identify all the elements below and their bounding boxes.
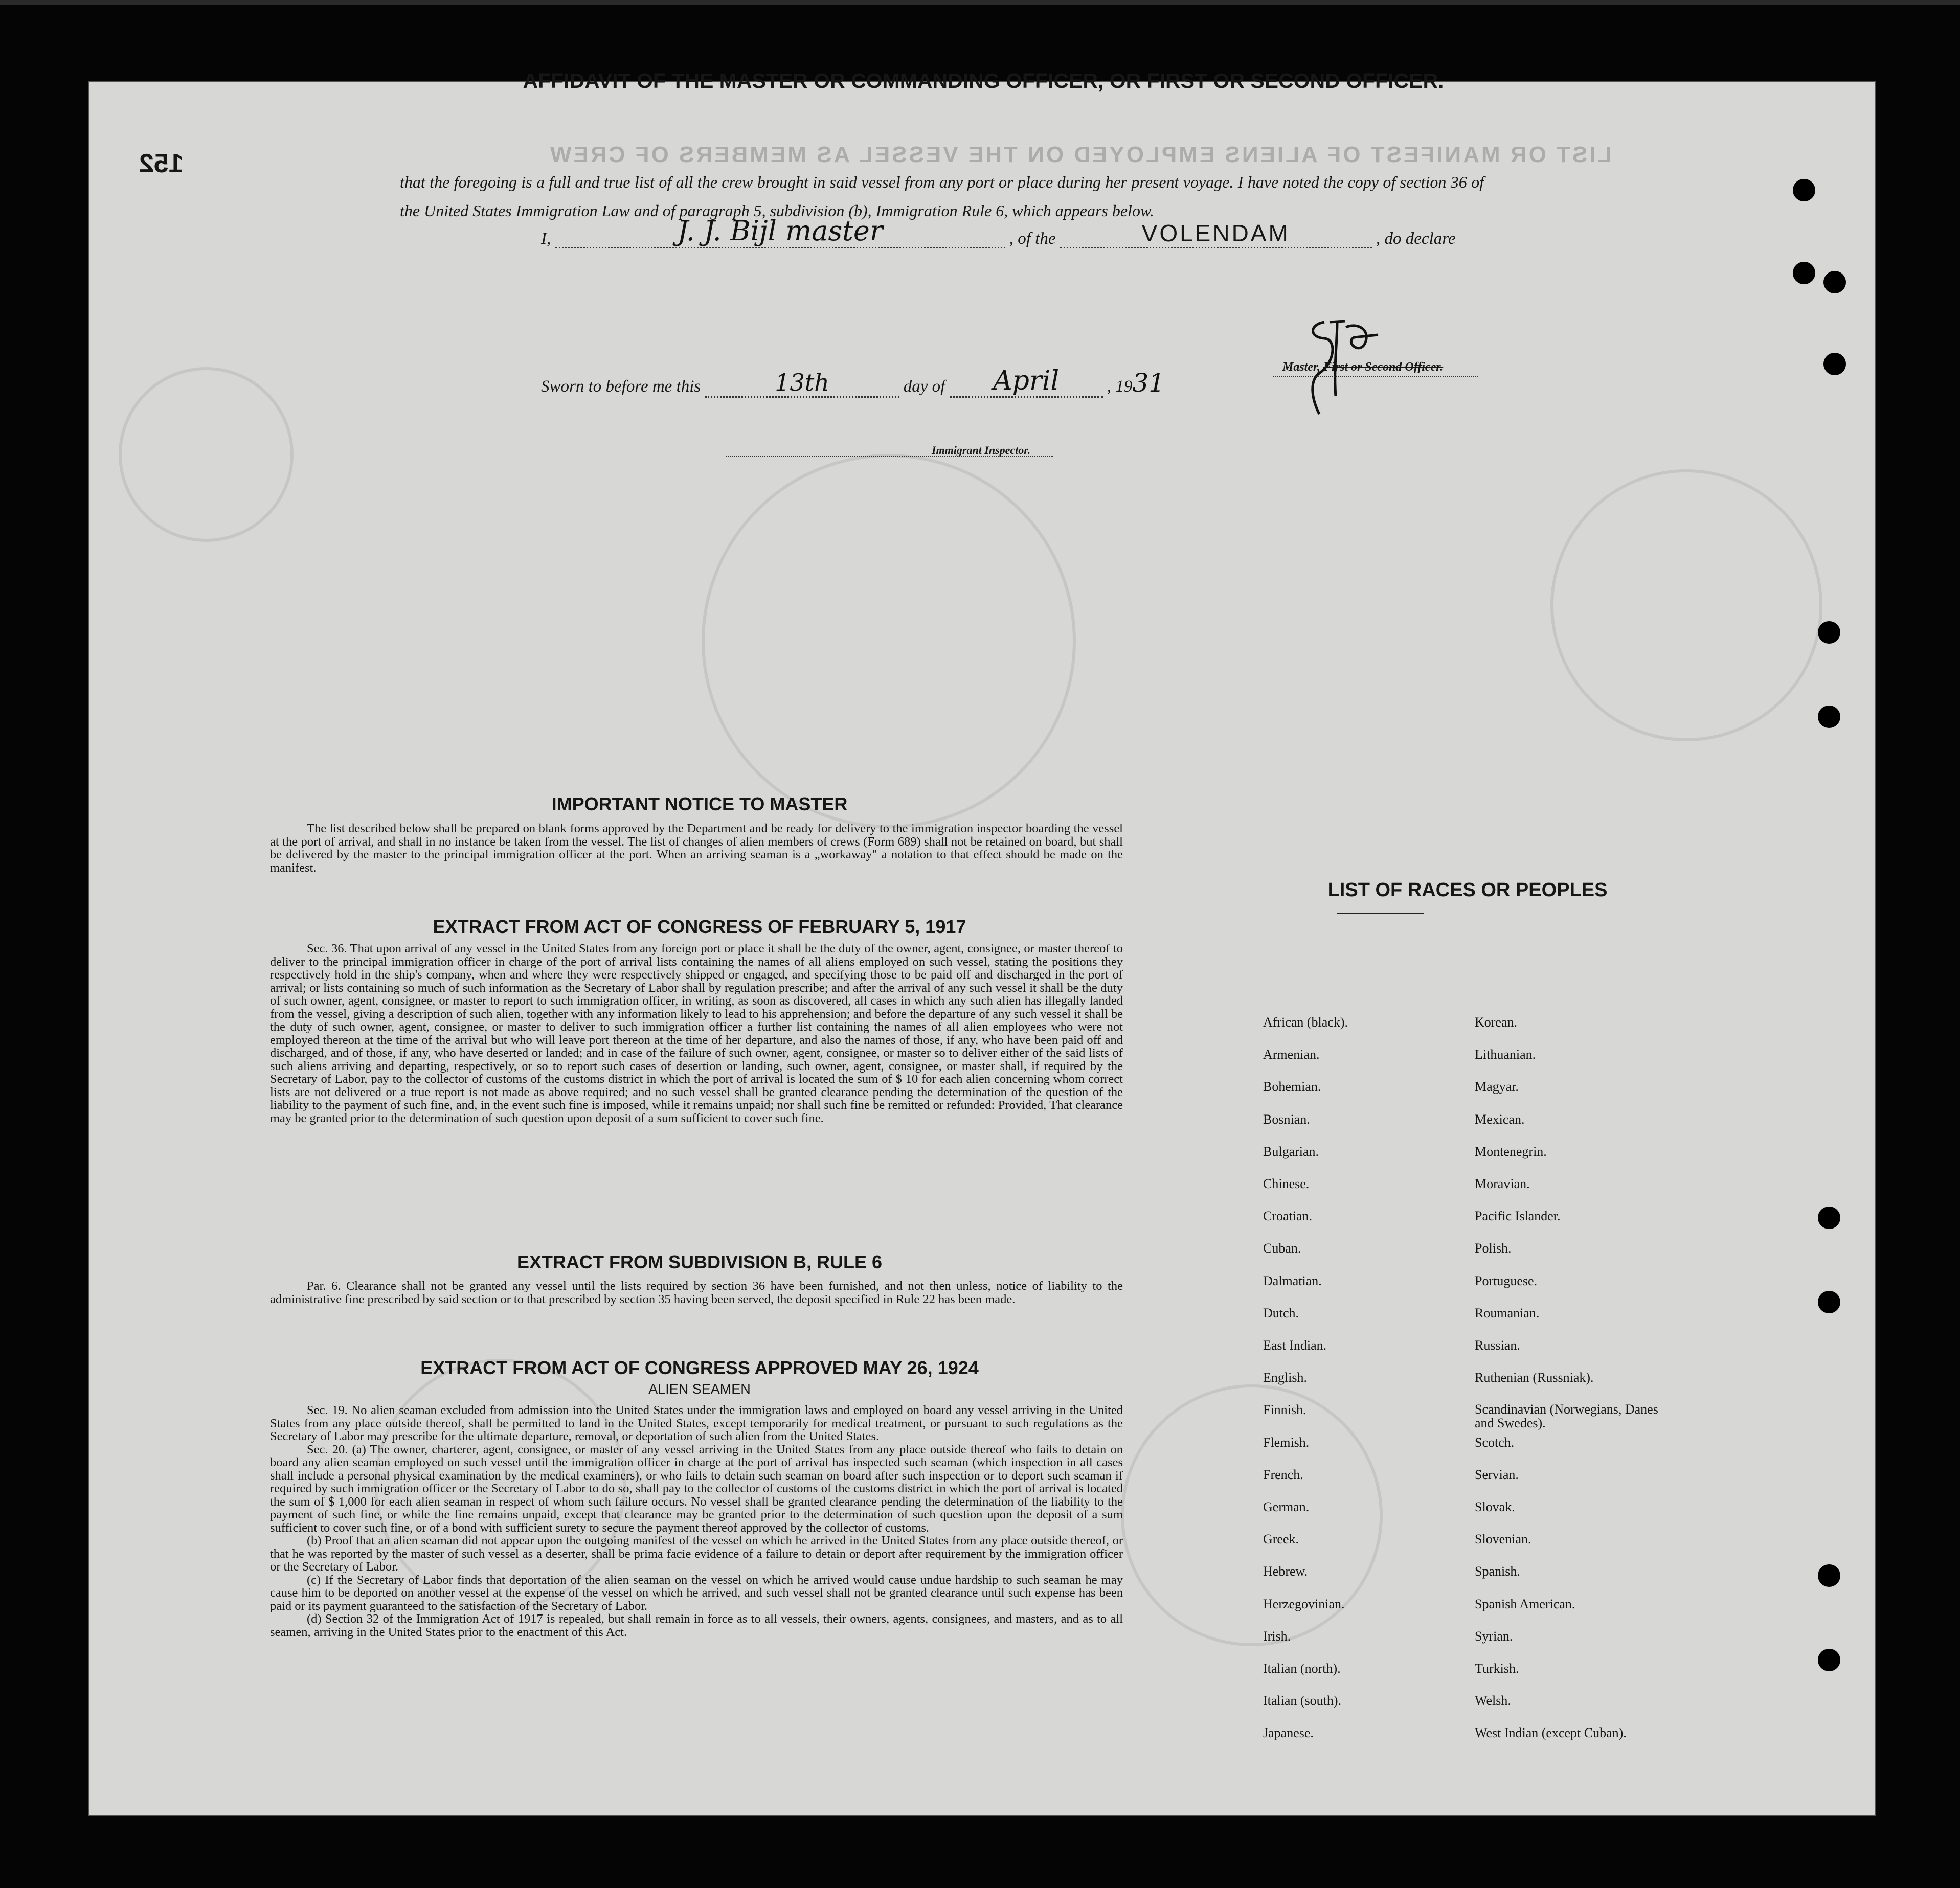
race-item: French. <box>1263 1467 1303 1482</box>
notice-text: The list described below shall be prepared on blank forms approved by the Department and be ready for delivery to the immigration inspector boarding the vessel at the port of arrival, and shall in no instance be taken from the vessel. The list of changes of alien members of crews (Form 689) shall not be retained on board, but shall be delivered by the master to the principal immigration officer at the port. When an arriving seaman is a „workaway" a notation to that effect should be made on the manifest. <box>270 822 1123 875</box>
master-label: Master, <box>1282 360 1321 374</box>
sworn-day-field: 13th <box>705 369 899 398</box>
race-item: Italian (north). <box>1263 1661 1341 1676</box>
act-1924-sec-20a: Sec. 20. (a) The owner, charterer, agent, consignee, or master of any vessel arriving in the United States from any place outside thereof who fails to detain on board any alien seaman employed on such vessel until the immigration officer in charge at the port of arrival has inspected such seaman (which inspection in all cases shall include a personal physical examination by the medical examiners), or who fails to detain such seaman on board after such inspection or to deport such seaman if required by such immigration officer or the Secretary of Labor to do so, shall pay to the collector of customs of the customs district in which the port of arrival is located the sum of $ 1,000 for each alien seaman in respect of whom such failure occurs. No vessel shall be granted clearance pending the determination of the liability to the payment of such fine, or while the fine remains unpaid, except that clearance may be granted prior to the determination of such question upon the deposit of a sum sufficient to cover such fine, or of a bond with sufficient surety to secure the payment thereof approved by the collector of customs. <box>270 1442 1123 1535</box>
race-item: African (black). <box>1263 1015 1348 1030</box>
race-item: Cuban. <box>1263 1241 1301 1256</box>
rule-6-title: EXTRACT FROM SUBDIVISION B, RULE 6 <box>516 1252 883 1272</box>
declaration-text: that the foregoing is a full and true list of all the crew brought in said vessel from any port or place during her present voyage. I have noted the copy of section 36 of the United States Immigration Law and of paragraph 5, subdivision (b), Immigration Rule 6, which appears below. <box>400 173 1484 220</box>
race-item: Dutch. <box>1263 1305 1299 1321</box>
race-item: Irish. <box>1263 1628 1291 1644</box>
punch-hole <box>1818 1291 1840 1313</box>
race-item: Chinese. <box>1263 1176 1310 1191</box>
inspector-label: Immigrant Inspector. <box>932 444 1031 457</box>
punch-hole <box>1818 706 1840 728</box>
race-item: Hebrew. <box>1263 1564 1308 1579</box>
race-item: English. <box>1263 1370 1307 1385</box>
act-1924-sec-20d: (d) Section 32 of the Immigration Act of 1917 is repealed, but shall remain in force as to all vessels, their owners, agents, consignees, and masters, and as to all seamen, arriving in the United States prior to the enactment of this Act. <box>270 1612 1123 1639</box>
race-item: Finnish. <box>1263 1402 1306 1418</box>
punch-hole <box>1818 1207 1840 1229</box>
race-item: Roumanian. <box>1475 1305 1540 1321</box>
notice-title: IMPORTANT NOTICE TO MASTER <box>551 793 848 814</box>
film-edge <box>0 0 1960 5</box>
race-item: Scotch. <box>1475 1435 1515 1450</box>
race-item: Mexican. <box>1475 1111 1525 1127</box>
race-item: Moravian. <box>1475 1176 1530 1191</box>
race-item: Korean. <box>1475 1015 1518 1030</box>
race-item: Slovak. <box>1475 1499 1515 1514</box>
signature-title-line <box>1282 360 1443 374</box>
races-title-rule <box>1337 913 1424 914</box>
race-item: Servian. <box>1475 1467 1519 1482</box>
race-item: Montenegrin. <box>1475 1144 1547 1159</box>
race-item: Welsh. <box>1475 1693 1511 1709</box>
sworn-line <box>541 366 1165 398</box>
bleed-through-seal <box>702 454 1076 828</box>
of-the-label: , of the <box>1009 230 1056 248</box>
punch-hole <box>1823 271 1846 293</box>
race-item: East Indian. <box>1263 1338 1327 1353</box>
punch-hole <box>1818 1564 1840 1587</box>
race-item: Bosnian. <box>1263 1111 1310 1127</box>
signature-rule <box>1273 376 1478 377</box>
year-prefix: , 19 <box>1107 377 1133 396</box>
act-1924-sec-20c: (c) If the Secretary of Labor finds that deportation of the alien seaman on the vessel on which he arrived would cause undue hardship to such seaman he may cause him to be deported on another vessel at the expense of the vessel on which he arrived, and such vessel shall not be granted clearance until such expense has been paid or its payment guaranteed to the satisfaction of the Secretary of Labor. <box>270 1573 1123 1613</box>
punch-hole <box>1793 262 1815 284</box>
act-1917-title: EXTRACT FROM ACT OF CONGRESS OF FEBRUARY 5, 1917 <box>433 916 966 937</box>
vessel-name-field: VOLENDAM <box>1060 219 1372 248</box>
day-of-label: day of <box>903 377 945 396</box>
sworn-month-field: April <box>950 366 1103 398</box>
race-item: Lithuanian. <box>1475 1047 1536 1062</box>
race-item: Armenian. <box>1263 1047 1320 1062</box>
race-item: Turkish. <box>1475 1661 1519 1676</box>
punch-hole <box>1818 1649 1840 1671</box>
race-item: Flemish. <box>1263 1435 1310 1450</box>
race-item: Japanese. <box>1263 1725 1314 1741</box>
bleed-through-seal <box>1550 469 1822 741</box>
year-suffix-field: 31 <box>1132 368 1165 398</box>
bleed-through-text: LIST OR MANIFEST OF ALIENS EMPLOYED ON THE VESSEL AS MEMBERS OF CREW <box>548 142 1612 167</box>
race-item: Croatian. <box>1263 1209 1313 1224</box>
act-1924-sec-20b: (b) Proof that an alien seaman did not appear upon the outgoing manifest of the vessel on which he arrived in the United States from any place outside thereof, or that he was reported by the master of such vessel as a deserter, shall be prima facie evidence of a failure to detain or deport after requirement by the immigration officer or the Secretary of Labor. <box>270 1534 1123 1574</box>
sworn-label: Sworn to before me this <box>541 377 701 396</box>
race-item: Herzegovinian. <box>1263 1596 1345 1611</box>
race-item: Scandinavian (Norwegians, Danes and Swedes). <box>1475 1402 1658 1431</box>
act-1917-text: Sec. 36. That upon arrival of any vessel in the United States from any foreign port or place it shall be the duty of the owner, agent, consignee, or master thereof to deliver to the principal immigration officer in charge of the port of arrival lists containing the names of all aliens employed on such vessel, stating the positions they respectively hold in the ship's company, when and where they were respectively shipped or engaged, and specifying those to be paid off and discharged in the port of arrival; or lists containing so much of such information as the Secretary of Labor shall by regulation prescribe; and after the arrival of any such vessel it shall be the duty of such owner, agent, consignee, or master to report to such immigration officer, in writing, as soon as discovered, all cases in which any such alien has illegally landed from the vessel, giving a description of such alien, together with any information likely to lead to his apprehension; and before the departure of any such vessel it shall be the duty of such owner, agent, consignee, or master to deliver to such immigration officer a further list containing the names of all alien employees who were not employed thereon at the time of the arrival but who will leave port thereon at the time of her departure, and also the names of those, if any, who have been paid off and discharged, and of those, if any, who have deserted or landed; and in case of the failure of such owner, agent, consignee, or master so to deliver either of the said lists of such aliens arriving and departing, respectively, or so to report such cases of desertion or landing, such owner, agent, consignee, or master shall, if required by the Secretary of Labor, pay to the collector of customs of the customs district in which the port of arrival is located the sum of $ 10 for each alien concerning whom correct lists are not delivered or a true report is not made as above required; and no such vessel shall be granted clearance pending the determination of the question of the liability to the payment of such fine, and, in the event such fine is imposed, while it remains unpaid; nor shall such fine be remitted or refunded: Provided, That clearance may be granted prior to the determination of such question upon deposit of a sum sufficient to cover such fine. <box>270 942 1123 1125</box>
act-1924-text <box>270 1404 1123 1639</box>
officer-name-field: J. J. Bijl master <box>555 215 1005 248</box>
struck-officer-label: First or Second Officer. <box>1323 360 1444 374</box>
bleed-through-seal <box>119 367 294 542</box>
race-item: Bohemian. <box>1263 1079 1321 1095</box>
act-1924-sec-19: Sec. 19. No alien seaman excluded from admission into the United States under the immigration laws and employed on board any vessel arriving in the United States from any place outside thereof, shall be permitted to land in the United States, except temporarily for medical treatment, or pursuant to such regulations as the Secretary of Labor may prescribe for the ultimate departure, removal, or deportation of such alien from the United States. <box>270 1403 1123 1443</box>
act-1924-title: EXTRACT FROM ACT OF CONGRESS APPROVED MAY 26, 1924 <box>420 1357 979 1378</box>
race-item: Pacific Islander. <box>1475 1209 1561 1224</box>
page-number: 152 <box>139 149 184 178</box>
race-item: Magyar. <box>1475 1079 1519 1095</box>
races-title: LIST OF RACES OR PEOPLES <box>1327 879 1608 901</box>
race-item: West Indian (except Cuban). <box>1475 1725 1627 1741</box>
affidavit-title: AFFIDAVIT OF THE MASTER OR COMMANDING OFFICER, OR FIRST OR SECOND OFFICER. <box>523 69 1444 93</box>
punch-hole <box>1823 353 1846 375</box>
race-item: Bulgarian. <box>1263 1144 1319 1159</box>
race-item: Italian (south). <box>1263 1693 1342 1709</box>
race-item: Polish. <box>1475 1241 1512 1256</box>
punch-hole <box>1793 179 1815 201</box>
declare-label: , do declare <box>1376 230 1456 248</box>
punch-hole <box>1818 621 1840 644</box>
race-item: Syrian. <box>1475 1628 1513 1644</box>
rule-6-text: Par. 6. Clearance shall not be granted any vessel until the lists required by section 36 have been furnished, and not then unless, notice of liability to the administrative fine prescribed by said section or to that prescribed by section 35 having been served, the deposit specified in Rule 22 has been made. <box>270 1279 1123 1306</box>
race-item: Slovenian. <box>1475 1532 1531 1547</box>
race-item: Dalmatian. <box>1263 1273 1322 1288</box>
act-1924-subtitle: ALIEN SEAMEN <box>648 1381 751 1397</box>
race-item: Portuguese. <box>1475 1273 1538 1288</box>
race-item: Russian. <box>1475 1338 1520 1353</box>
race-item: Spanish. <box>1475 1564 1520 1579</box>
race-item: Spanish American. <box>1475 1596 1575 1611</box>
race-item: German. <box>1263 1499 1310 1514</box>
race-item: Greek. <box>1263 1532 1299 1547</box>
i-label: I, <box>541 230 551 248</box>
race-item: Ruthenian (Russniak). <box>1475 1370 1594 1385</box>
